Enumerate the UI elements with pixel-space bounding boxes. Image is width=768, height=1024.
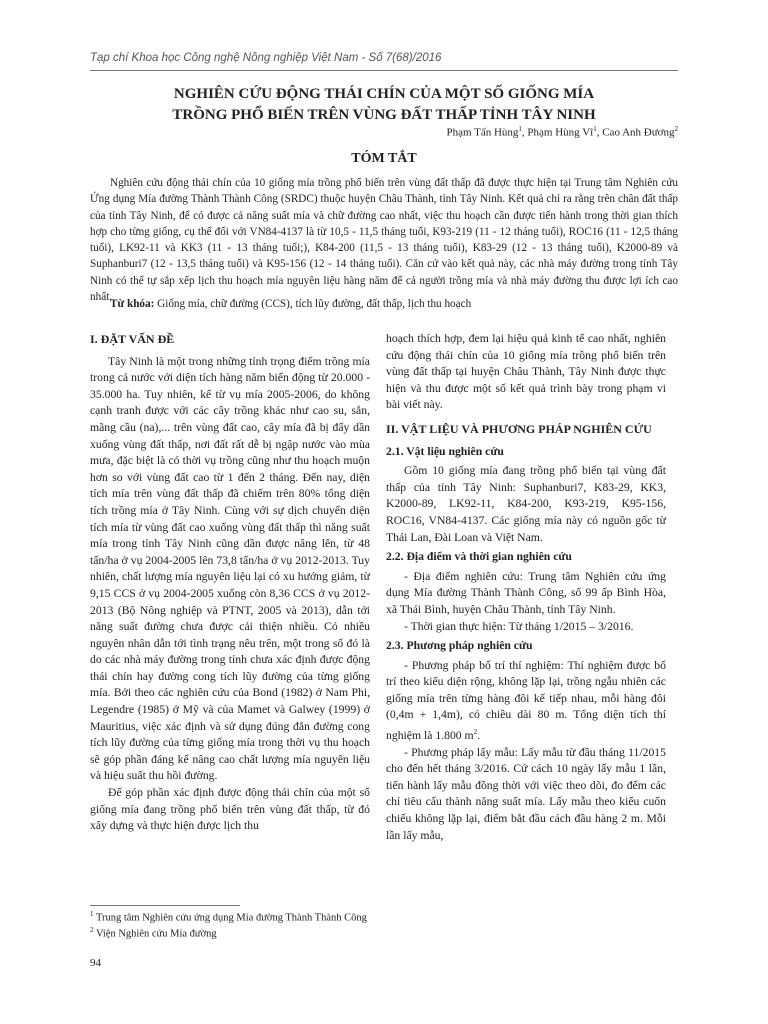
author-affiliation-mark: 1 bbox=[593, 125, 597, 133]
subsection-heading: 2.3. Phương pháp nghiên cứu bbox=[386, 639, 533, 653]
title-line-2: TRỒNG PHỔ BIẾN TRÊN VÙNG ĐẤT THẤP TỈNH TÂY NINH bbox=[172, 107, 596, 123]
section-heading: I. ĐẶT VẤN ĐỀ bbox=[90, 332, 175, 346]
footnote-text: Viện Nghiên cứu Mía đường bbox=[95, 928, 217, 940]
body-paragraph: - Phương pháp lấy mẫu: Lấy mẫu từ đầu tháng 11/2015 cho đến hết tháng 3/2016. Cứ cách 10 ngày lấy mẫu 1 lần, tiến hành lấy mẫu đồng thời với việc theo dõi, đo đếm các chỉ tiêu cấu thành năng suất mía. Lấy mẫu theo kiểu cuốn chiếu không lặp lại, điểm bắt đầu cách đầu hàng 2 m. Mỗi lần lấy mẫu, bbox=[386, 745, 666, 842]
abstract-heading: TÓM TẮT bbox=[351, 151, 417, 166]
abstract-text: Nghiên cứu động thái chín của 10 giống mía trồng phổ biến trên vùng đất thấp đã được thực hiện tại Trung tâm Nghiên cứu Ứng dụng Mía đường Thành Thành Công (SRDC) thuộc huyện Châu Thành, tỉnh Tây Ninh. Kết quả chỉ ra rằng trên chân đất thấp của tỉnh Tây Ninh, để có được cả năng suất mía và chữ đường cao nhất, việc thu hoạch cần được tiến hành trong thời gian thích hợp cho từng giống, cụ thể đối với VN84-4137 là từ 10,5 - 11,5 tháng tuổi, K93-219 (11 - 12 tháng tuổi), ROC16 (11 - 12,5 tháng tuổi), LK92-11 và KK3 (11 - 13 tháng tuổi;), K84-200 (11,5 - 13 tháng tuổi), K83-29 (12 - 13 tháng tuổi), K2000-89 và Suphanburi7 (12 - 13,5 tháng tuổi) và K95-156 (12 - 14 tháng tuổi). Căn cứ vào kết quả này, các nhà máy đường trong tỉnh Tây Ninh có thể tự sắp xếp lịch thu hoạch mía nguyên liệu hàng năm để cả người trồng mía và nhà máy đường thu được lợi ích cao nhất. bbox=[90, 177, 678, 304]
left-column bbox=[90, 331, 370, 835]
body-paragraph: - Địa điểm nghiên cứu: Trung tâm Nghiên cứu ứng dụng Mía đường Thành Thành Công, số 99 ấp Bình Hòa, xã Thái Bình, huyện Châu Thành, tỉnh Tây Ninh. bbox=[386, 569, 666, 616]
footnote-text: Trung tâm Nghiên cứu ứng dụng Mía đường Thành Thành Công bbox=[95, 912, 367, 924]
body-paragraph: hoạch thích hợp, đem lại hiệu quả kinh tế cao nhất, nghiên cứu động thái chín của 10 giống mía trồng phổ biến trên vùng đất thấp tại huyện Châu Thành, Tây Ninh được thực hiện và thu được một số kết quả trình bày trong phạm vi bài viết này. bbox=[386, 332, 666, 412]
footnote bbox=[90, 926, 217, 940]
body-paragraph: - Thời gian thực hiện: Từ tháng 1/2015 – 3/2016. bbox=[404, 619, 634, 633]
footnote-mark: 1 bbox=[90, 910, 94, 918]
keywords bbox=[90, 298, 678, 310]
page-number: 94 bbox=[90, 957, 101, 969]
body-paragraph bbox=[386, 658, 666, 745]
author-name: Phạm Hùng Vĩ bbox=[527, 126, 594, 139]
subsection-heading: 2.2. Địa điểm và thời gian nghiên cứu bbox=[386, 550, 572, 564]
body-paragraph: Gồm 10 giống mía đang trồng phổ biến tại vùng đất thấp của tỉnh Tây Ninh: Suphanburi7, K83-29, KK3, K2000-89, LK92-11, K84-200, K93-219, K95-156, ROC16, VN84-4137. Các giống mía này có nguồn gốc từ Thái Lan, Đài Loan và Việt Nam. bbox=[386, 464, 666, 544]
footnote-mark: 2 bbox=[90, 926, 94, 934]
author-name: Cao Anh Đương bbox=[602, 126, 675, 139]
journal-header: Tạp chí Khoa học Công nghệ Nông nghiệp Việt Nam - Số 7(68)/2016 bbox=[90, 52, 442, 64]
title-line-1: NGHIÊN CỨU ĐỘNG THÁI CHÍN CỦA MỘT SỐ GIỐNG MÍA bbox=[173, 86, 595, 102]
footnote bbox=[90, 910, 367, 924]
author-name: Phạm Tấn Hùng bbox=[446, 126, 519, 139]
author-list: Phạm Tấn Hùng$^1$, Phạm Hùng $Vĩ^1$, Cao Anh Đương$^2$ bbox=[446, 125, 678, 139]
body-paragraph: Để góp phần xác định được động thái chín của một số giống mía đang trồng phổ biến trên vùng đất thấp, từ đó xây dựng và thực hiện được lịch thu bbox=[90, 786, 370, 833]
body-paragraph: Tây Ninh là một trong những tỉnh trọng điểm trồng mía trong cả nước với diện tích hàng năm biến động từ 20.000 - 35.000 ha. Tuy nhiên, kể từ vụ mía 2005-2006, do không cạnh tranh được với các cây trồng khác như cao su, sắn, mãng cầu (na),... trên vùng đất cao, cây mía đã bị đẩy dần xuống vùng đất thấp, nơi đất rất dễ bị ngập nước vào mùa mưa, đặc biệt là có thời vụ trồng cũng như thu hoạch muộn hơn so với vùng đất cao từ 1 đến 2 tháng. Đến nay, diện tích mía trên vùng đất thấp đã chiếm trên 80% tổng diện tích trồng mía ở Tây Ninh. Cùng với sự dịch chuyển diện tích mía từ vùng đất cao xuống vùng đất thấp thì năng suất mía trong tỉnh Tây Ninh cũng dần được nâng lên, từ 48 tấn/ha ở vụ 2004-2005 lên 73,8 tấn/ha ở vụ 2012-2013. Tuy nhiên, chất lượng mía nguyên liệu lại có xu hướng giảm, từ 9,15 CCS ở vụ 2004-2005 xuống còn 8,36 CCS ở vụ 2012-2013 (Bộ Nông nghiệp và PTNT, 2005 và 2013), dẫn tới năng suất đường chưa được cải thiện nhiều. Có nhiều nguyên nhân dẫn tới tình trạng nêu trên, một trong số đó là do các nhà máy đường trong tỉnh chưa xác định được động thái chín hay đường cong tích lũy đường của từng giống mía. Bởi theo các nghiên cứu của Bond (1982) ở Nam Phi, Legendre (1985) ở Mỹ và của Mamet và Galwey (1999) ở Mauritius, việc xác định và sử dụng đúng đắn đường cong tích lũy đường của từng giống mía trong thời vụ thu hoạch sẽ góp phần đáng kể nâng cao chất lượng mía nguyên liệu và hiệu suất thu hồi đường. bbox=[90, 354, 370, 783]
right-column bbox=[386, 331, 666, 844]
header-rule bbox=[90, 70, 678, 71]
section-heading: II. VẬT LIỆU VÀ PHƯƠNG PHÁP NGHIÊN CỨU bbox=[386, 421, 652, 436]
footnote-rule bbox=[90, 905, 240, 906]
paragraph-text: - Phương pháp bố trí thí nghiệm: Thí nghiệm được bố trí theo kiểu diện rộng, không lặp lại, trồng ngẫu nhiên các giống mía trên từng hàng đôi kế tiếp nhau, mỗi hàng đôi (0,4m + 1,4m), có chiều dài 80 m. Tổng diện tích thí nghiệm là 1.800 m bbox=[386, 658, 666, 742]
author-affiliation-mark: 1 bbox=[518, 125, 522, 133]
superscript: 2 bbox=[473, 728, 478, 737]
paragraph-text: . bbox=[477, 728, 481, 742]
keywords-label: Từ khóa: bbox=[110, 298, 155, 310]
paper-title bbox=[90, 84, 678, 126]
subsection-heading: 2.1. Vật liệu nghiên cứu bbox=[386, 444, 504, 458]
author-affiliation-mark: 2 bbox=[674, 125, 678, 133]
keywords-text: Giống mía, chữ đường (CCS), tích lũy đường, đất thấp, lịch thu hoạch bbox=[154, 298, 472, 310]
